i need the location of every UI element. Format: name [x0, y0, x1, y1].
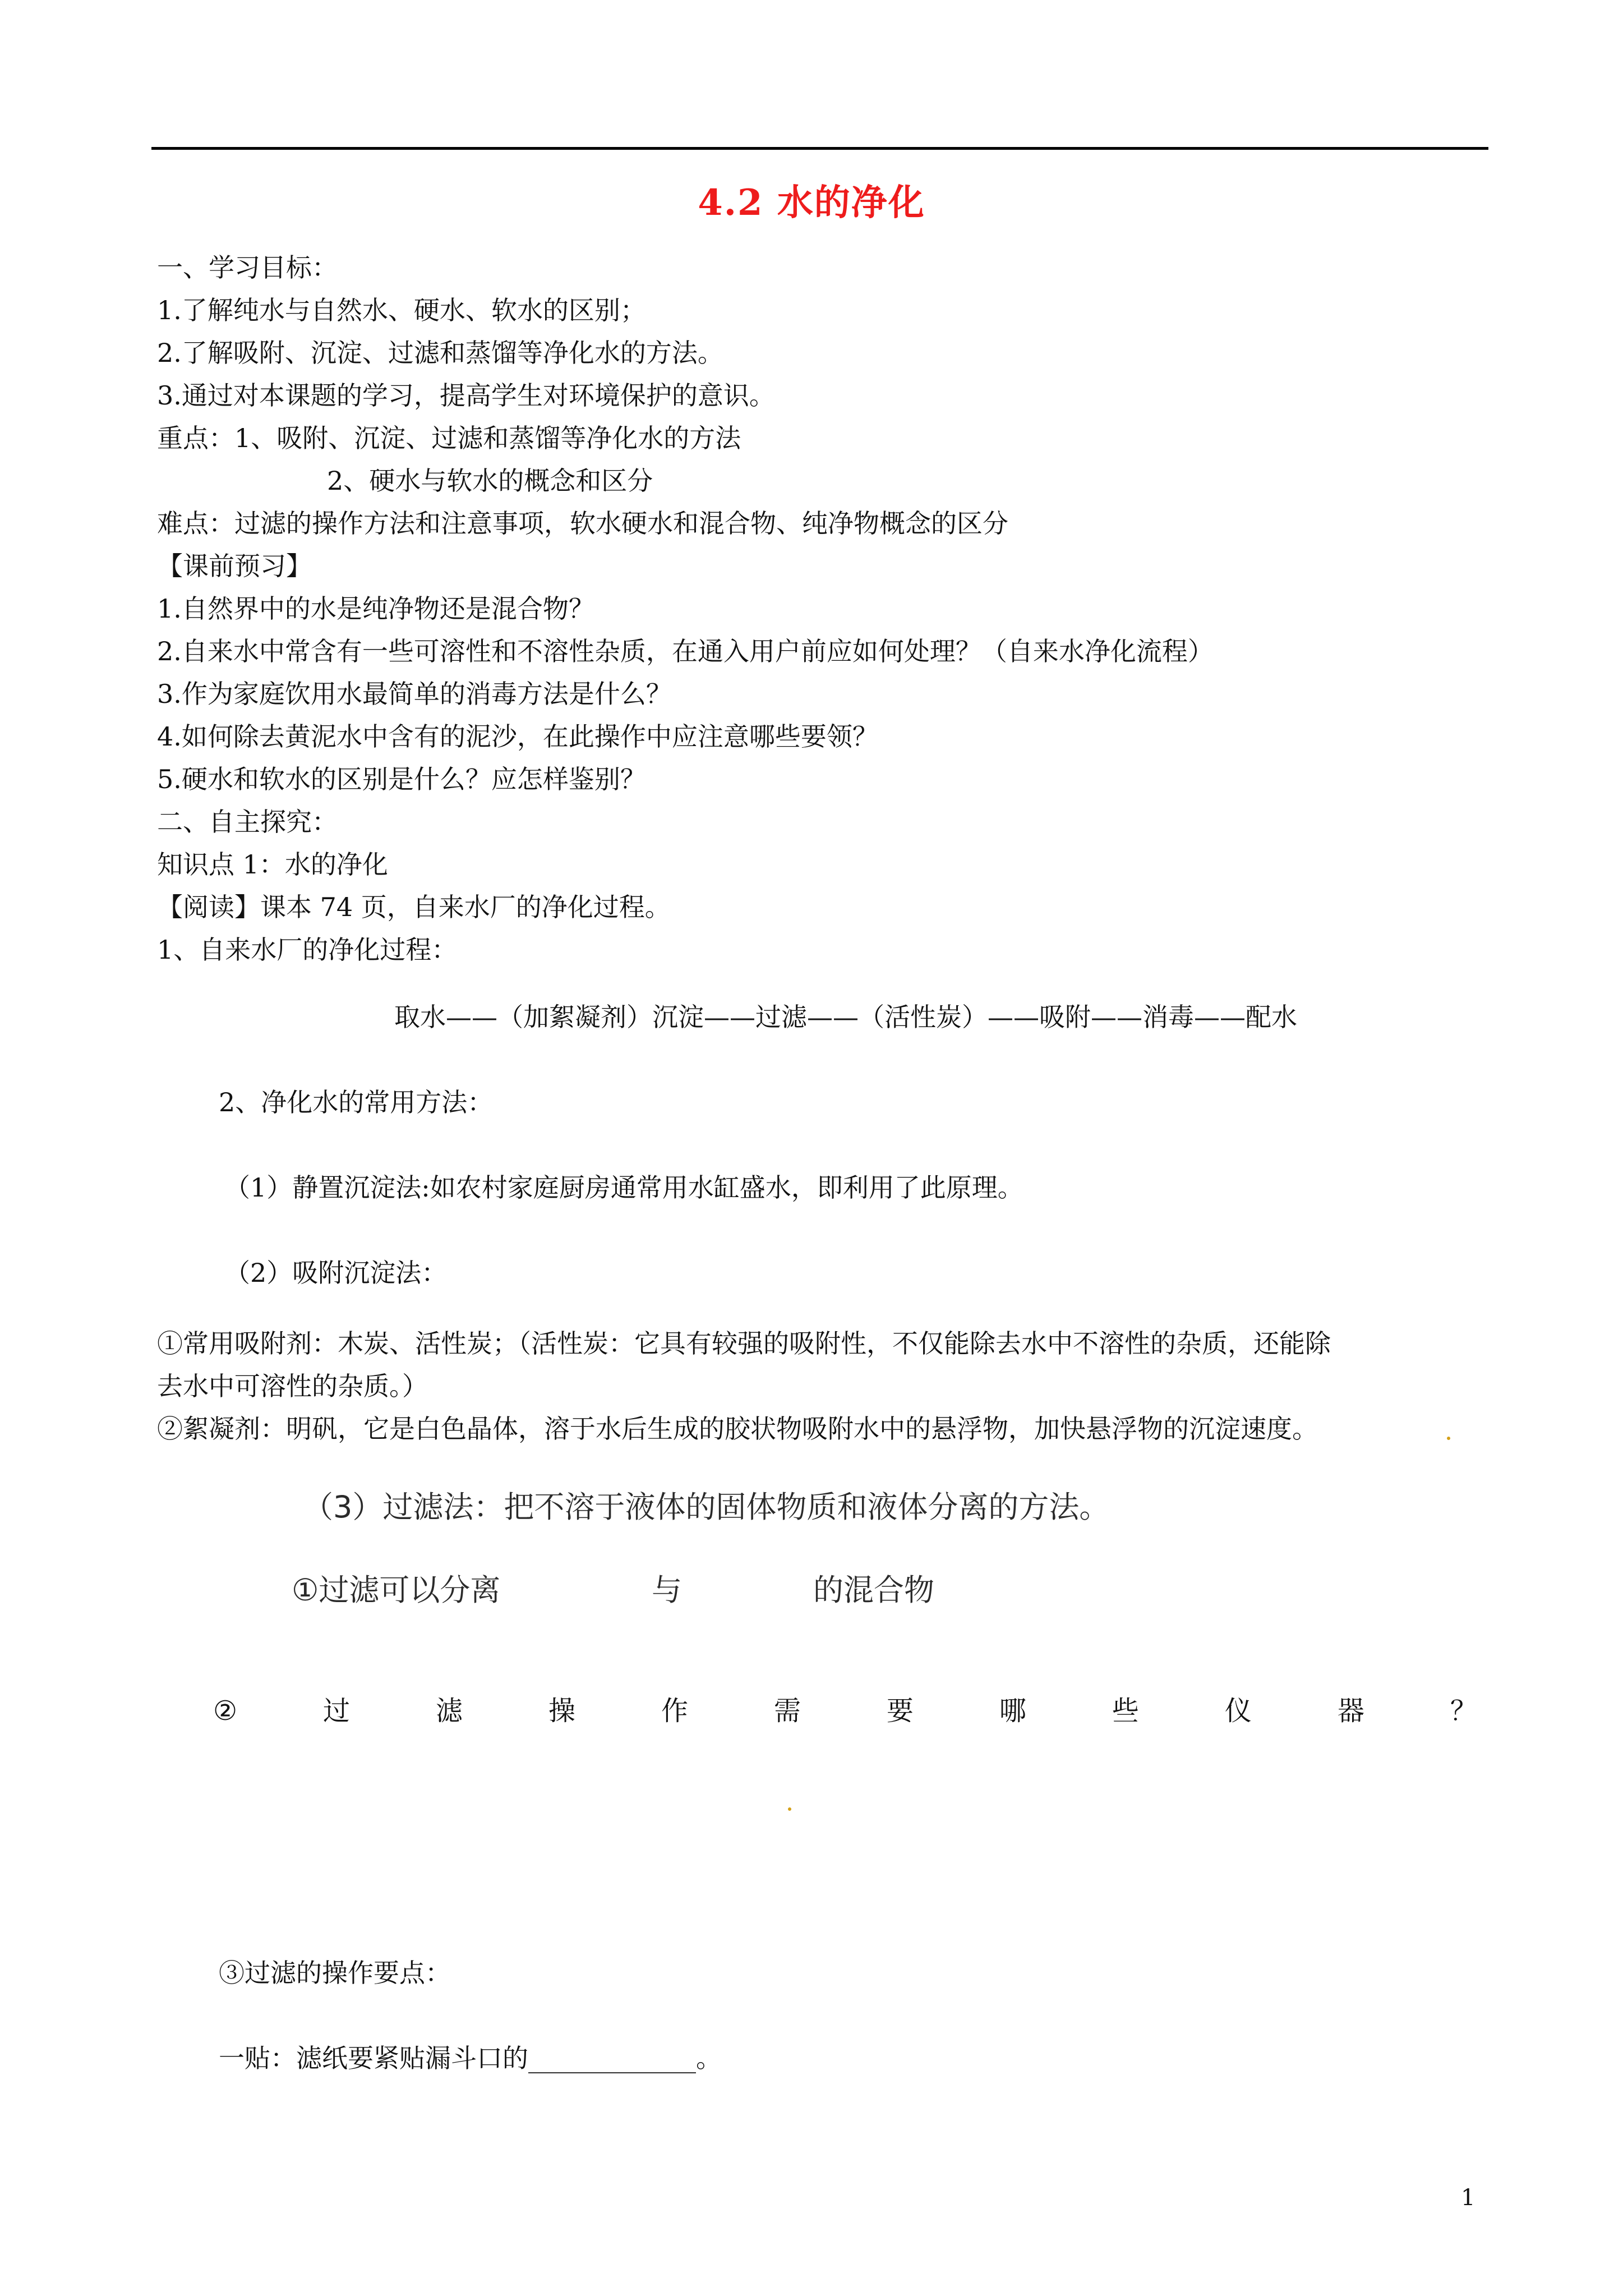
question-char: ？ — [1450, 1695, 1477, 1727]
question-char: 要 — [886, 1695, 914, 1727]
preview-question-2: 2.自来水中常含有一些可溶性和不溶性杂质，在通入用户前应如何处理？（自来水净化流程） — [157, 636, 1214, 666]
plant-process-heading: 1、自来水厂的净化过程： — [157, 935, 458, 965]
method-2: （2）吸附沉淀法： — [224, 1258, 448, 1288]
method-1: （1）静置沉淀法:如农村家庭厨房通常用水缸盛水，即利用了此原理。 — [224, 1172, 1023, 1203]
adsorbent-line-2: 去水中可溶性的杂质。） — [157, 1371, 428, 1401]
filter-separate-c: 的混合物 — [813, 1572, 934, 1608]
preview-question-1: 1.自然界中的水是纯净物还是混合物？ — [157, 593, 594, 624]
instruments-question — [213, 1694, 1477, 1728]
difficulty: 难点：过滤的操作方法和注意事项，软水硬水和混合物、纯净物概念的区分 — [157, 508, 1008, 539]
explore-heading: 二、自主探究： — [157, 807, 338, 837]
objective-1: 1.了解纯水与自然水、硬水、软水的区别； — [157, 295, 646, 325]
filter-separate-b: 与 — [652, 1572, 682, 1608]
question-char: 些 — [1112, 1695, 1139, 1727]
key-point-1: 重点：1、吸附、沉淀、过滤和蒸馏等净化水的方法 — [157, 423, 741, 453]
question-char: 作 — [661, 1695, 688, 1727]
preview-question-5: 5.硬水和软水的区别是什么？应怎样鉴别？ — [157, 764, 646, 794]
objectives-heading: 一、学习目标： — [157, 252, 338, 283]
methods-heading: 2、净化水的常用方法： — [219, 1087, 494, 1117]
question-char: 哪 — [999, 1695, 1026, 1727]
question-char: 需 — [773, 1695, 801, 1727]
filter-separate-a: ①过滤可以分离 — [292, 1572, 501, 1608]
question-char: ② — [213, 1695, 238, 1727]
filter-points-heading: ③过滤的操作要点： — [219, 1958, 451, 1988]
preview-heading: 【课前预习】 — [157, 551, 312, 581]
question-char: 仪 — [1224, 1695, 1252, 1727]
question-char: 器 — [1337, 1695, 1364, 1727]
stray-mark — [788, 1807, 791, 1811]
one-stick-rule: 一贴：滤纸要紧贴漏斗口的_____________。 — [219, 2043, 722, 2073]
adsorbent-line-1: ①常用吸附剂：木炭、活性炭；（活性炭：它具有较强的吸附性，不仅能除去水中不溶性的杂质，还能除 — [157, 1328, 1331, 1359]
knowledge-point-1: 知识点 1：水的净化 — [157, 849, 388, 880]
stray-mark — [1447, 1437, 1450, 1440]
question-char: 操 — [548, 1695, 575, 1727]
objective-3: 3.通过对本课题的学习，提高学生对环境保护的意识。 — [157, 380, 775, 411]
header-rule — [151, 147, 1488, 150]
key-point-2: 2、硬水与软水的概念和区分 — [327, 466, 653, 496]
flocculant-line: ②絮凝剂：明矾，它是白色晶体，溶于水后生成的胶状物吸附水中的悬浮物，加快悬浮物的沉淀速度。 — [157, 1414, 1318, 1444]
filtration-definition: （3）过滤法：把不溶于液体的固体物质和液体分离的方法。 — [303, 1489, 1110, 1525]
purification-flow: 取水——（加絮凝剂）沉淀——过滤——（活性炭）——吸附——消毒——配水 — [394, 1002, 1297, 1032]
question-char: 滤 — [435, 1695, 463, 1727]
page-number: 1 — [1461, 2185, 1476, 2211]
preview-question-4: 4.如何除去黄泥水中含有的泥沙，在此操作中应注意哪些要领？ — [157, 721, 878, 752]
reading-note: 【阅读】课本 74 页，自来水厂的净化过程。 — [157, 892, 671, 922]
question-char: 过 — [323, 1695, 351, 1727]
page-title: 4.2 水的净化 — [698, 182, 925, 224]
preview-question-3: 3.作为家庭饮用水最简单的消毒方法是什么？ — [157, 679, 672, 709]
objective-2: 2.了解吸附、沉淀、过滤和蒸馏等净化水的方法。 — [157, 338, 723, 368]
